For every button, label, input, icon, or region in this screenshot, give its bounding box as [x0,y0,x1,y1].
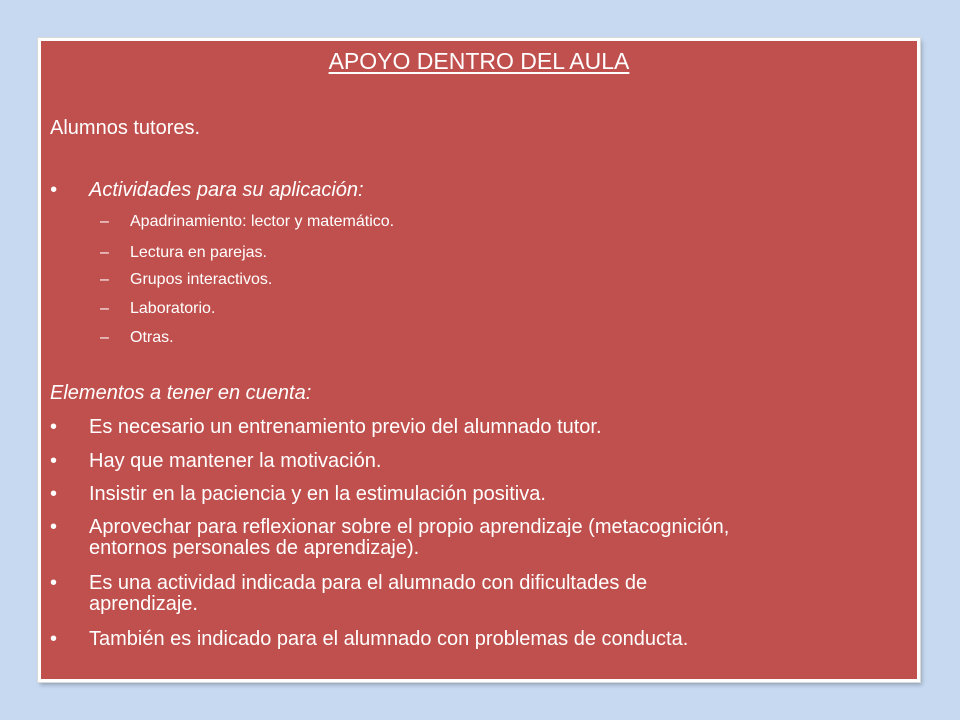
activity-label: Otras. [130,329,174,346]
dash-icon: – [100,329,109,346]
element-label: También es indicado para el alumnado con problemas de conducta. [89,628,689,650]
intro-text: Alumnos tutores. [50,117,201,139]
element-label: Aprovechar para reflexionar sobre el propio aprendizaje (metacognición, [89,516,730,538]
elements-heading: Elementos a tener en cuenta: [50,382,312,404]
element-label: Insistir en la paciencia y en la estimulación positiva. [89,483,546,505]
element-label: Es necesario un entrenamiento previo del alumnado tutor. [89,416,602,438]
element-label: entornos personales de aprendizaje). [89,537,420,559]
dash-icon: – [100,271,109,288]
element-label: Es una actividad indicada para el alumnado con dificultades de [89,572,648,594]
element-label: Hay que mantener la motivación. [89,450,382,472]
activity-label: Laboratorio. [130,300,216,317]
bullet-icon: • [50,483,58,505]
element-label: aprendizaje. [89,593,198,615]
slide-content-box [38,38,920,682]
activity-label: Grupos interactivos. [130,271,273,288]
bullet-icon: • [50,572,58,594]
bullet-icon: • [50,628,58,650]
activities-heading: Actividades para su aplicación: [89,179,364,201]
bullet-icon: • [50,450,58,472]
dash-icon: – [100,213,109,230]
dash-icon: – [100,244,109,261]
slide-title: APOYO DENTRO DEL AULA [328,48,630,74]
activity-label: Lectura en parejas. [130,244,267,261]
bullet-icon: • [50,516,58,538]
bullet-icon: • [50,416,58,438]
dash-icon: – [100,300,109,317]
bullet-icon: • [50,179,58,201]
activity-label: Apadrinamiento: lector y matemático. [130,213,395,230]
